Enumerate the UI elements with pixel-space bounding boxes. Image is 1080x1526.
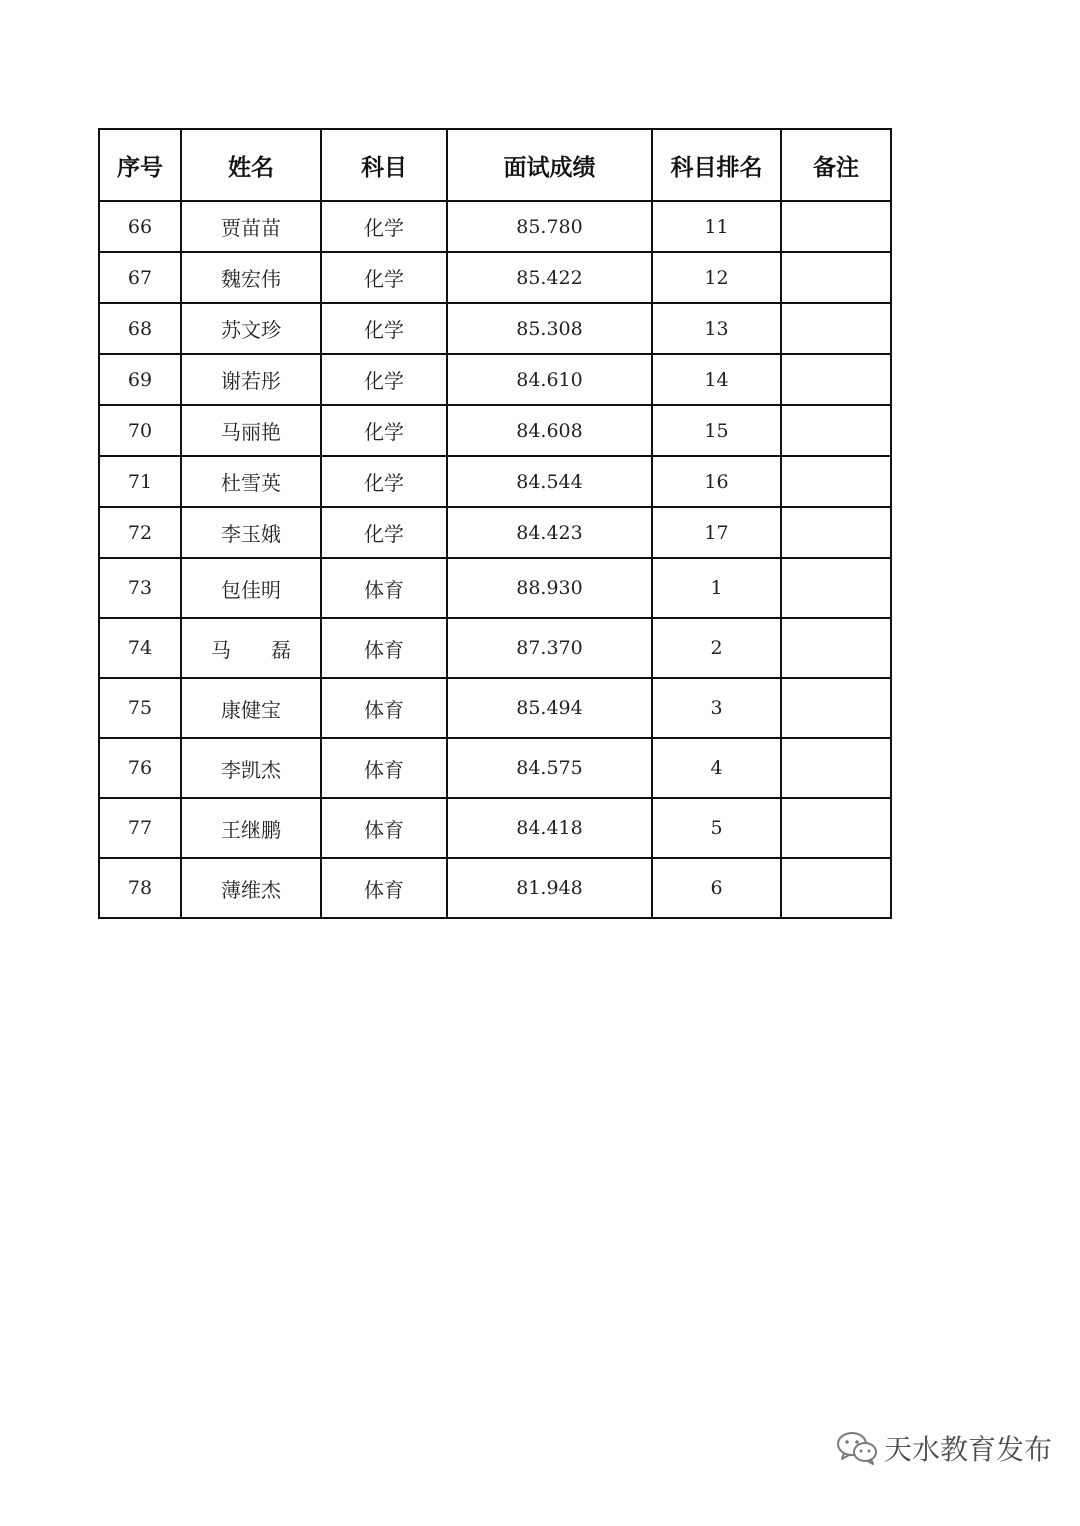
header-subject: 科目: [321, 129, 447, 201]
table-row: [99, 738, 891, 798]
cell-rank: 6: [652, 858, 781, 918]
cell-subject: 化学: [321, 507, 447, 558]
cell-score: 85.308: [447, 303, 652, 354]
table-row: [99, 618, 891, 678]
cell-name: 包佳明: [181, 558, 321, 618]
header-note: 备注: [781, 129, 891, 201]
cell-rank: 5: [652, 798, 781, 858]
cell-note: [781, 678, 891, 738]
cell-score: 81.948: [447, 858, 652, 918]
cell-number: 78: [99, 858, 181, 918]
cell-subject: 化学: [321, 405, 447, 456]
table-row: [99, 303, 891, 354]
cell-number: 75: [99, 678, 181, 738]
table-row: [99, 405, 891, 456]
cell-number: 73: [99, 558, 181, 618]
cell-name: 李玉娥: [181, 507, 321, 558]
cell-subject: 体育: [321, 558, 447, 618]
cell-score: 85.422: [447, 252, 652, 303]
cell-rank: 13: [652, 303, 781, 354]
cell-subject: 化学: [321, 456, 447, 507]
cell-rank: 2: [652, 618, 781, 678]
cell-note: [781, 738, 891, 798]
cell-number: 71: [99, 456, 181, 507]
cell-note: [781, 618, 891, 678]
cell-subject: 体育: [321, 858, 447, 918]
cell-name: 王继鹏: [181, 798, 321, 858]
cell-score: 84.423: [447, 507, 652, 558]
cell-score: 84.418: [447, 798, 652, 858]
score-table: [98, 128, 892, 919]
cell-rank: 15: [652, 405, 781, 456]
header-subject-rank: 科目排名: [652, 129, 781, 201]
cell-number: 74: [99, 618, 181, 678]
cell-score: 85.494: [447, 678, 652, 738]
cell-rank: 11: [652, 201, 781, 252]
watermark-text: 天水教育发布: [884, 1433, 1053, 1466]
cell-name: 贾苗苗: [181, 201, 321, 252]
header-interview-score: 面试成绩: [447, 129, 652, 201]
cell-score: 84.544: [447, 456, 652, 507]
table-row: [99, 558, 891, 618]
cell-note: [781, 405, 891, 456]
cell-subject: 体育: [321, 618, 447, 678]
cell-note: [781, 252, 891, 303]
cell-score: 85.780: [447, 201, 652, 252]
cell-rank: 16: [652, 456, 781, 507]
cell-score: 84.575: [447, 738, 652, 798]
cell-rank: 14: [652, 354, 781, 405]
cell-rank: 17: [652, 507, 781, 558]
cell-subject: 化学: [321, 252, 447, 303]
cell-score: 84.610: [447, 354, 652, 405]
table-row: [99, 456, 891, 507]
table-row: [99, 798, 891, 858]
cell-note: [781, 558, 891, 618]
cell-note: [781, 858, 891, 918]
cell-subject: 化学: [321, 201, 447, 252]
wechat-icon: [836, 1431, 878, 1465]
cell-note: [781, 201, 891, 252]
table-row: [99, 201, 891, 252]
cell-rank: 12: [652, 252, 781, 303]
table-row: [99, 252, 891, 303]
cell-note: [781, 456, 891, 507]
table-row: [99, 507, 891, 558]
header-number: 序号: [99, 129, 181, 201]
cell-number: 76: [99, 738, 181, 798]
cell-number: 72: [99, 507, 181, 558]
table-row: [99, 678, 891, 738]
cell-number: 77: [99, 798, 181, 858]
cell-name: 杜雪英: [181, 456, 321, 507]
cell-rank: 1: [652, 558, 781, 618]
cell-subject: 化学: [321, 354, 447, 405]
cell-name: 苏文珍: [181, 303, 321, 354]
cell-name: 马 磊: [181, 618, 321, 678]
cell-name: 马丽艳: [181, 405, 321, 456]
cell-note: [781, 507, 891, 558]
watermark: [836, 1428, 1052, 1468]
cell-score: 84.608: [447, 405, 652, 456]
cell-name: 谢若彤: [181, 354, 321, 405]
cell-subject: 体育: [321, 678, 447, 738]
cell-note: [781, 798, 891, 858]
table-row: [99, 858, 891, 918]
cell-number: 70: [99, 405, 181, 456]
cell-score: 88.930: [447, 558, 652, 618]
cell-subject: 体育: [321, 738, 447, 798]
cell-rank: 3: [652, 678, 781, 738]
cell-name: 薄维杰: [181, 858, 321, 918]
cell-name: 李凯杰: [181, 738, 321, 798]
cell-note: [781, 303, 891, 354]
cell-subject: 体育: [321, 798, 447, 858]
cell-number: 68: [99, 303, 181, 354]
cell-rank: 4: [652, 738, 781, 798]
cell-number: 67: [99, 252, 181, 303]
cell-number: 69: [99, 354, 181, 405]
table-header-row: [99, 129, 891, 201]
cell-note: [781, 354, 891, 405]
cell-subject: 化学: [321, 303, 447, 354]
cell-name: 康健宝: [181, 678, 321, 738]
cell-number: 66: [99, 201, 181, 252]
header-name: 姓名: [181, 129, 321, 201]
cell-name: 魏宏伟: [181, 252, 321, 303]
table-row: [99, 354, 891, 405]
cell-score: 87.370: [447, 618, 652, 678]
